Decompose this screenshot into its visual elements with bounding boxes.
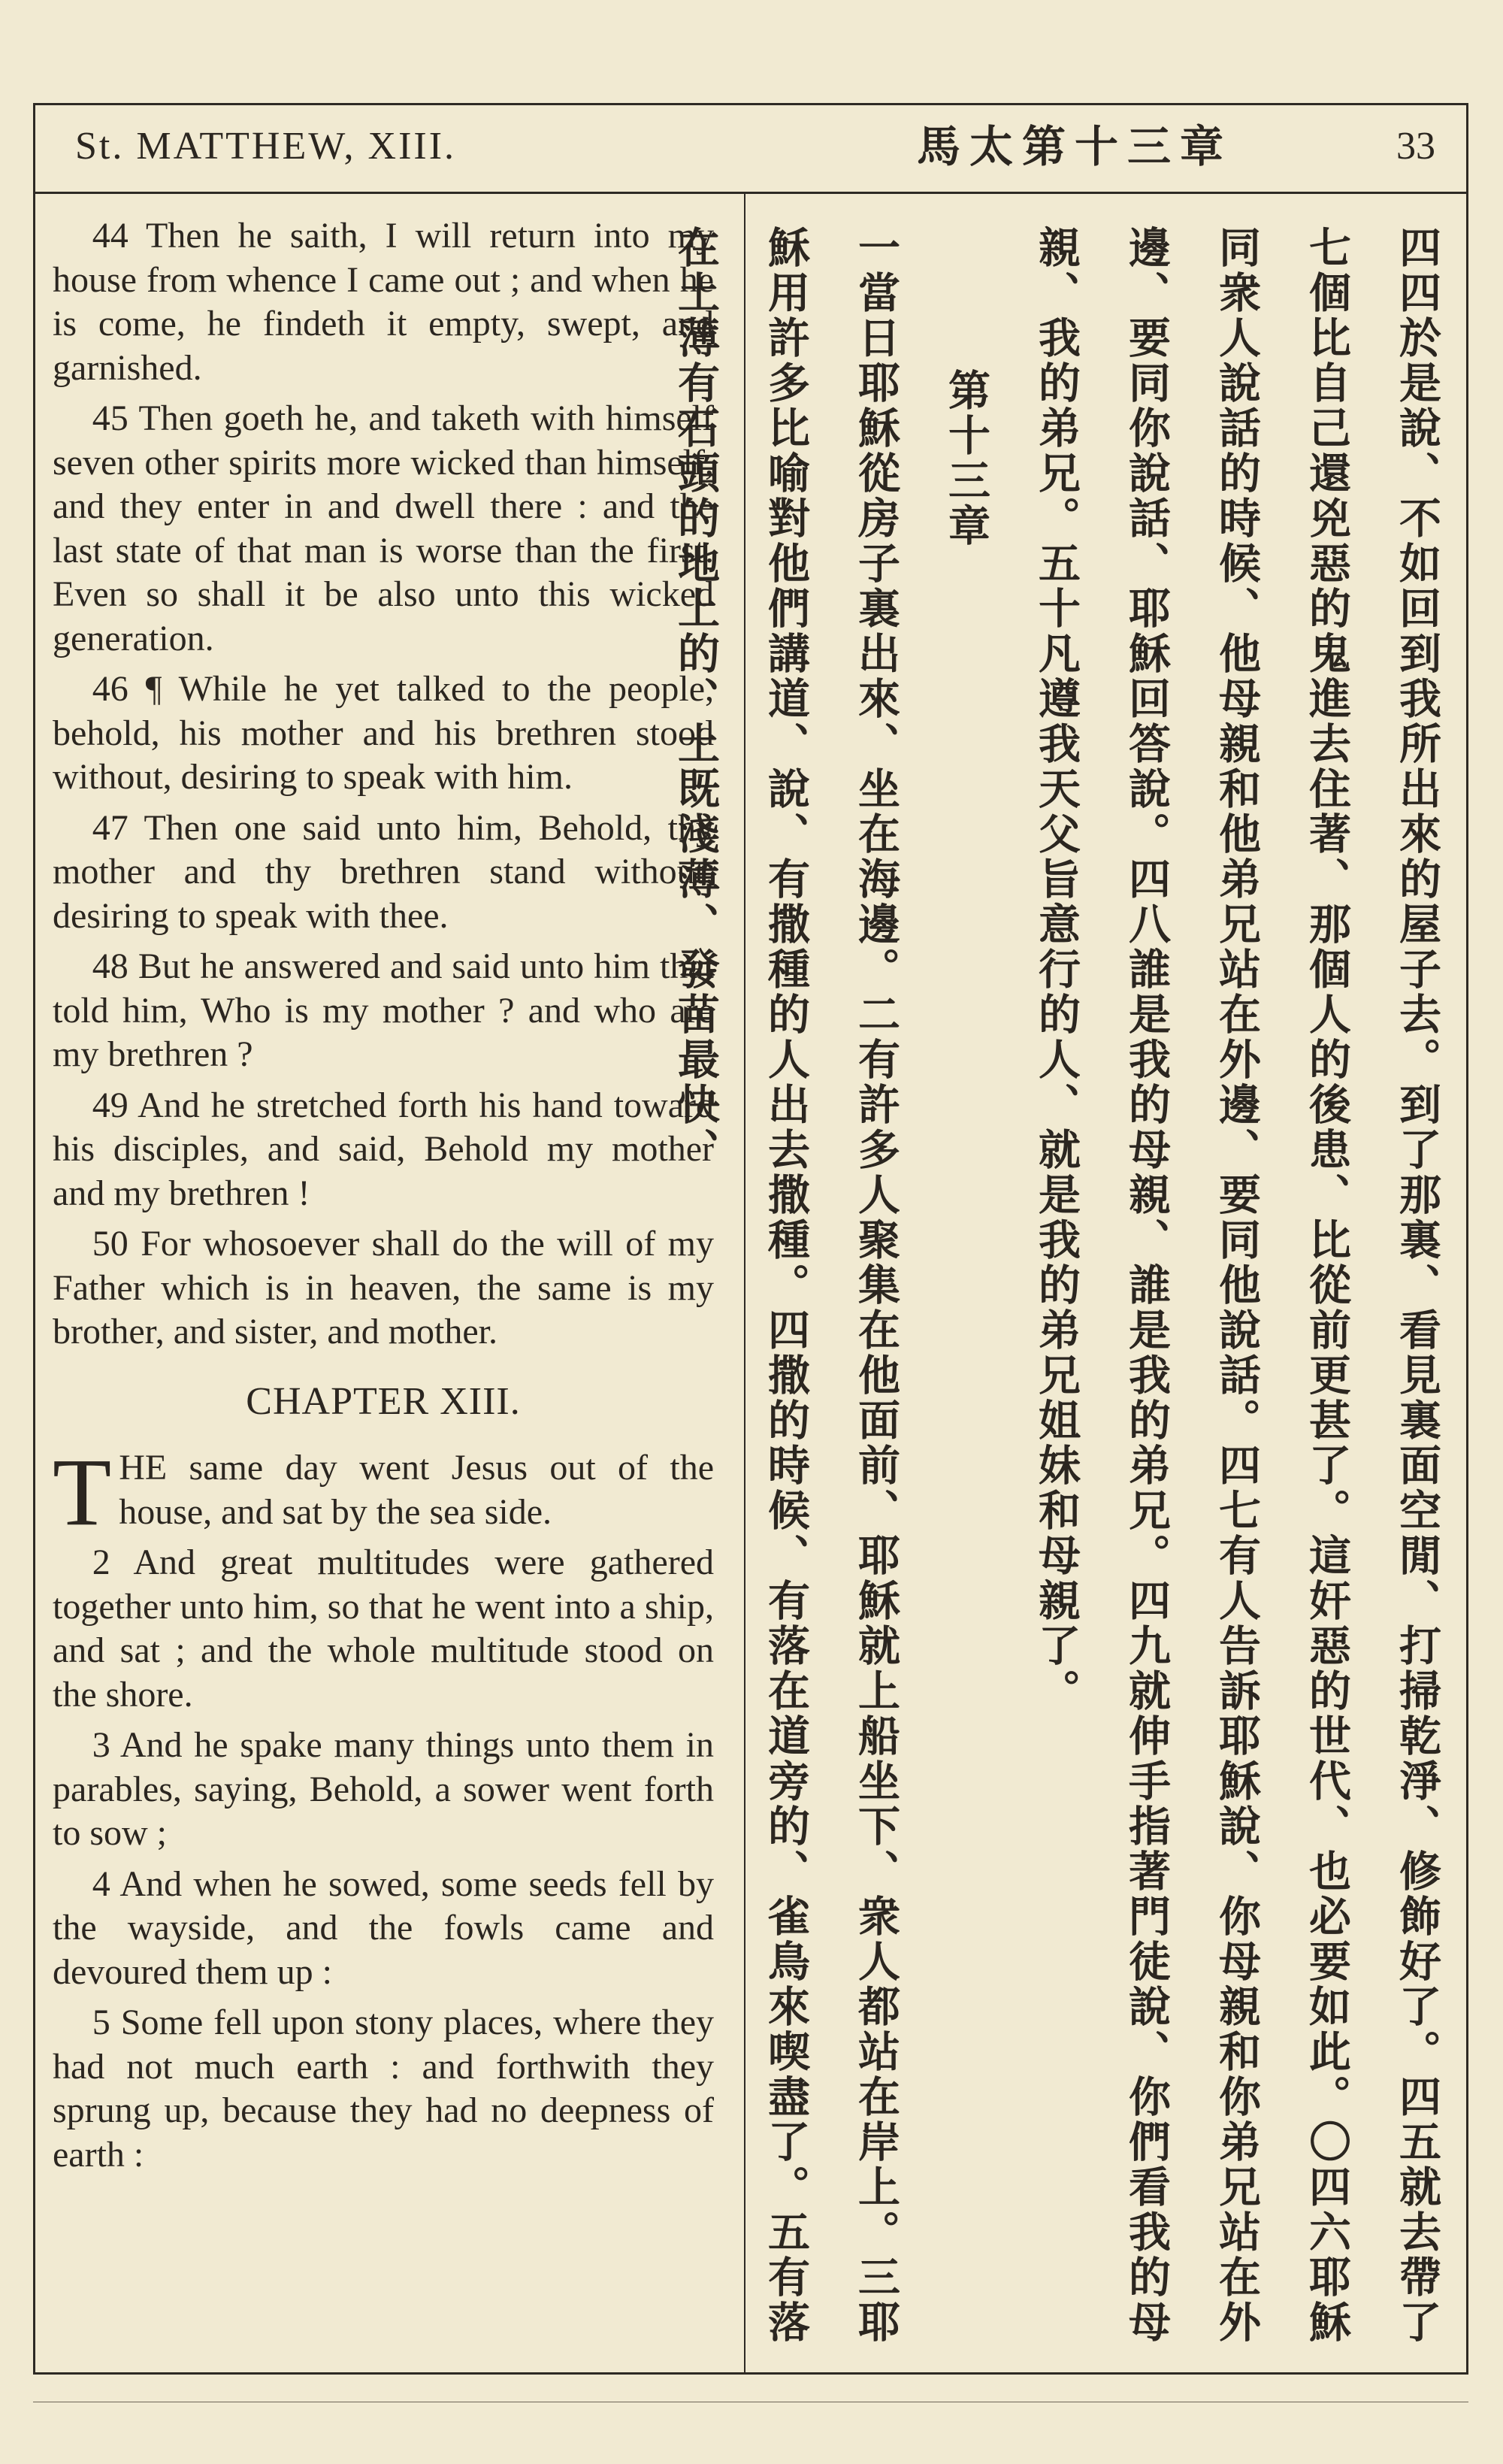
chapter-heading-chinese: 第十三章	[942, 368, 990, 549]
chinese-verses-44-50: 四四於是說、不如回到我所出來的屋子去。到了那裏、看見裏面空閒、打掃乾淨、修飾好了。四五就去帶了七個比自己還兇惡的鬼進去住著、那個人的後患、比從前更甚了。這奸惡的世代、也必要如此。〇四六耶穌同衆人說話的時候、他母親和他弟兄站在外邊、要同他說話。四七有人告訴耶穌說、你母親和你弟兄站在外邊、要同你說話、耶穌回答說。四八誰是我的母親、誰是我的弟兄。四九就伸手指著門徒說、你們看我的母親、我的弟兄。五十凡遵我天父旨意行的人、就是我的弟兄姐妹和母親了。	[1032, 226, 1441, 2345]
verse-50: 50 For whosoever shall do the will of my Father which is in heaven, the same is my brother, and sister, and mother.	[53, 1224, 714, 1352]
page-number: 33	[1396, 125, 1435, 168]
header-rule	[33, 192, 1468, 194]
running-head-chinese: 馬太第十三章	[916, 121, 1232, 172]
chinese-verses-1-5: 一當日耶穌從房子裏出來、坐在海邊。二有許多人聚集在他面前、耶穌就上船坐下、衆人都站在岸上。三耶穌用許多比喻對他們講道、說、有撒種的人出去撒種。四撒的時候、有落在道旁的、雀鳥來喫盡了。五有落在土薄有石頭的地上的、土既淺薄、發苗最快、	[671, 226, 900, 2345]
verse-46: 46 ¶ While he yet talked to the people, behold, his mother and his brethren stood without, desiring to speak with him.	[53, 669, 714, 797]
verse-1-text: HE same day went Jesus out of the house, and sat by the sea side.	[119, 1448, 714, 1532]
verse-5: 5 Some fell upon stony places, where they had not much earth : and forthwith they sprung up, because they had no deepness of earth :	[53, 2002, 714, 2175]
verse-4: 4 And when he sowed, some seeds fell by the wayside, and the fowls came and devoured them up :	[53, 1863, 714, 1992]
verse-48: 48 But he answered and said unto him that told him, Who is my mother ? and who are my brethren ?	[53, 946, 714, 1074]
english-column	[53, 214, 714, 2184]
verse-1	[53, 1439, 714, 1545]
verse-49: 49 And he stretched forth his hand toward his disciples, and said, Behold my mother and my brethren !	[53, 1085, 714, 1213]
verse-47: 47 Then one said unto him, Behold, thy mother and thy brethren stand without, desiring to speak with thee.	[53, 807, 714, 936]
verse-44: 44 Then he saith, I will return into my house from whence I came out ; and when he is come, he findeth it empty, swept, and garnished.	[53, 216, 714, 388]
verse-45: 45 Then goeth he, and taketh with himself seven other spirits more wicked than himself, and they enter in and dwell there : and the last state of that man is worse than the first. Even so shall it be also unto this wicked generation.	[53, 398, 714, 658]
verse-2: 2 And great multitudes were gathered together unto him, so that he went into a ship, and sat ; and the whole multitude stood on the shore.	[53, 1542, 714, 1715]
drop-cap: T	[53, 1439, 112, 1545]
chapter-heading-english: CHAPTER XIII.	[246, 1379, 521, 1423]
running-head-english: St. MATTHEW, XIII.	[75, 125, 457, 168]
chinese-column	[671, 226, 1462, 2375]
verse-3: 3 And he spake many things unto them in parables, saying, Behold, a sower went forth to sow ;	[53, 1725, 714, 1853]
